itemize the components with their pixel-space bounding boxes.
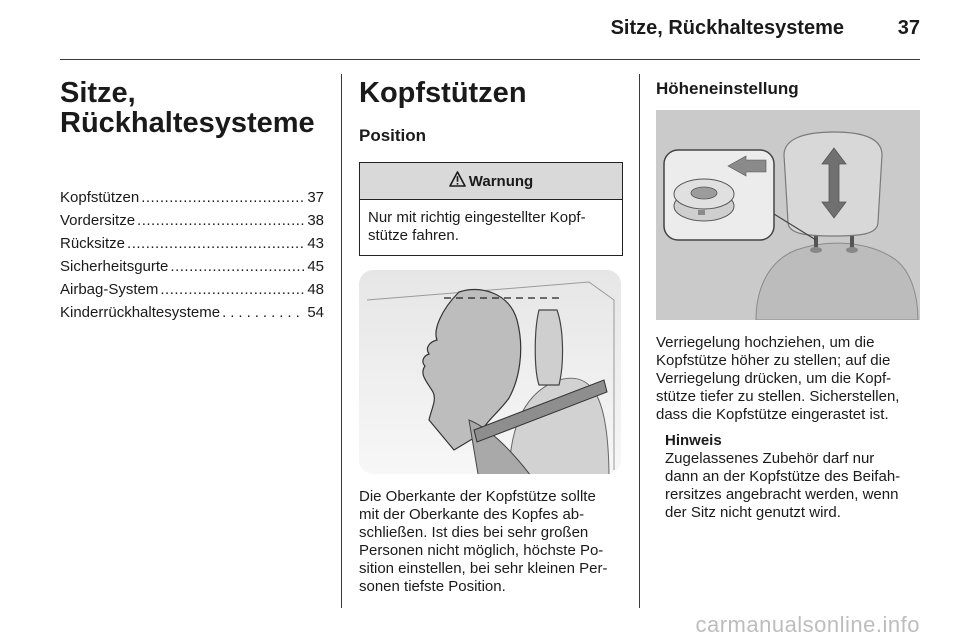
toc-entry[interactable] [60,255,324,278]
toc-leader [137,209,305,232]
toc-label[interactable]: Vordersitze [60,212,136,229]
position-heading: Position [359,126,427,145]
text-line: Kopfstütze höher zu stellen; auf die [656,352,891,369]
height-adjustment-column [656,74,920,522]
text-line: rersitzes angebracht werden, wenn [665,486,899,503]
head-position-illustration [359,270,621,474]
toc-entry[interactable] [60,232,324,255]
text-line: Zugelassenes Zubehör darf nur [665,450,875,467]
warning-line: Nur mit richtig eingestellter Kopf- [368,209,586,226]
note-box [665,432,920,522]
toc-label[interactable]: Sicherheitsgurte [60,258,169,275]
headrest-position-column [359,74,623,596]
column-divider [639,74,640,608]
note-heading: Hinweis [665,432,722,449]
toc-label[interactable]: Kinderrückhaltesysteme [60,304,221,321]
toc-page[interactable]: 38 [307,212,324,229]
text-line: mit der Oberkante des Kopfes ab- [359,506,585,523]
warning-box [359,162,623,256]
toc-leader [170,255,305,278]
position-description [359,488,623,596]
height-description [656,334,920,424]
text-line: dass die Kopfstütze eingerastet ist. [656,406,889,423]
text-line: Personen nicht möglich, höchste Po- [359,542,604,559]
chapter-title-line: Sitze, [60,77,136,109]
warning-text [360,200,622,255]
chapter-column [60,74,324,324]
warning-header [360,163,622,200]
toc-page[interactable]: 37 [307,189,324,206]
text-line: der Sitz nicht genutzt wird. [665,504,841,521]
note-text [665,450,920,522]
text-line: sonen tiefste Position. [359,578,506,595]
toc-page[interactable]: 45 [307,258,324,275]
toc-leader [141,186,305,209]
text-line: dann an der Kopfstütze des Beifah- [665,468,901,485]
chapter-title [60,74,324,138]
toc-leader [222,301,305,324]
text-line: Die Oberkante der Kopfstütze sollte [359,488,596,505]
toc-entry[interactable] [60,209,324,232]
toc-page[interactable]: 43 [307,235,324,252]
warning-line: stütze fahren. [368,227,459,244]
warning-heading: Warnung [468,172,534,190]
text-line: Verriegelung drücken, um die Kopf- [656,370,892,387]
headrest-adjustment-illustration [656,110,920,320]
text-line: schließen. Ist dies bei sehr großen [359,524,589,541]
toc-page[interactable]: 48 [307,281,324,298]
section-title: Kopfstützen [359,77,527,109]
toc-entry[interactable] [60,278,324,301]
toc-leader [127,232,305,255]
text-line: Verriegelung hochziehen, um die [656,334,875,351]
toc-label[interactable]: Airbag-System [60,281,159,298]
text-line: sition einstellen, bei sehr kleinen Per- [359,560,608,577]
column-divider [341,74,342,608]
chapter-title-line: Rückhaltesysteme [60,107,315,139]
height-heading: Höheneinstellung [656,79,799,98]
toc-leader [160,278,305,301]
toc-entry[interactable] [60,301,324,324]
toc-page[interactable]: 54 [307,304,324,321]
watermark: carmanualsonline.info [695,612,920,637]
warning-triangle-icon [449,171,466,192]
toc-label[interactable]: Kopfstützen [60,189,140,206]
text-line: stütze tiefer zu stellen. Sicherstellen, [656,388,900,405]
running-header-title: Sitze, Rückhaltesysteme [610,17,844,39]
header-rule [60,59,920,60]
table-of-contents [60,186,324,324]
toc-entry[interactable] [60,186,324,209]
page-number: 37 [897,17,920,39]
toc-label[interactable]: Rücksitze [60,235,126,252]
